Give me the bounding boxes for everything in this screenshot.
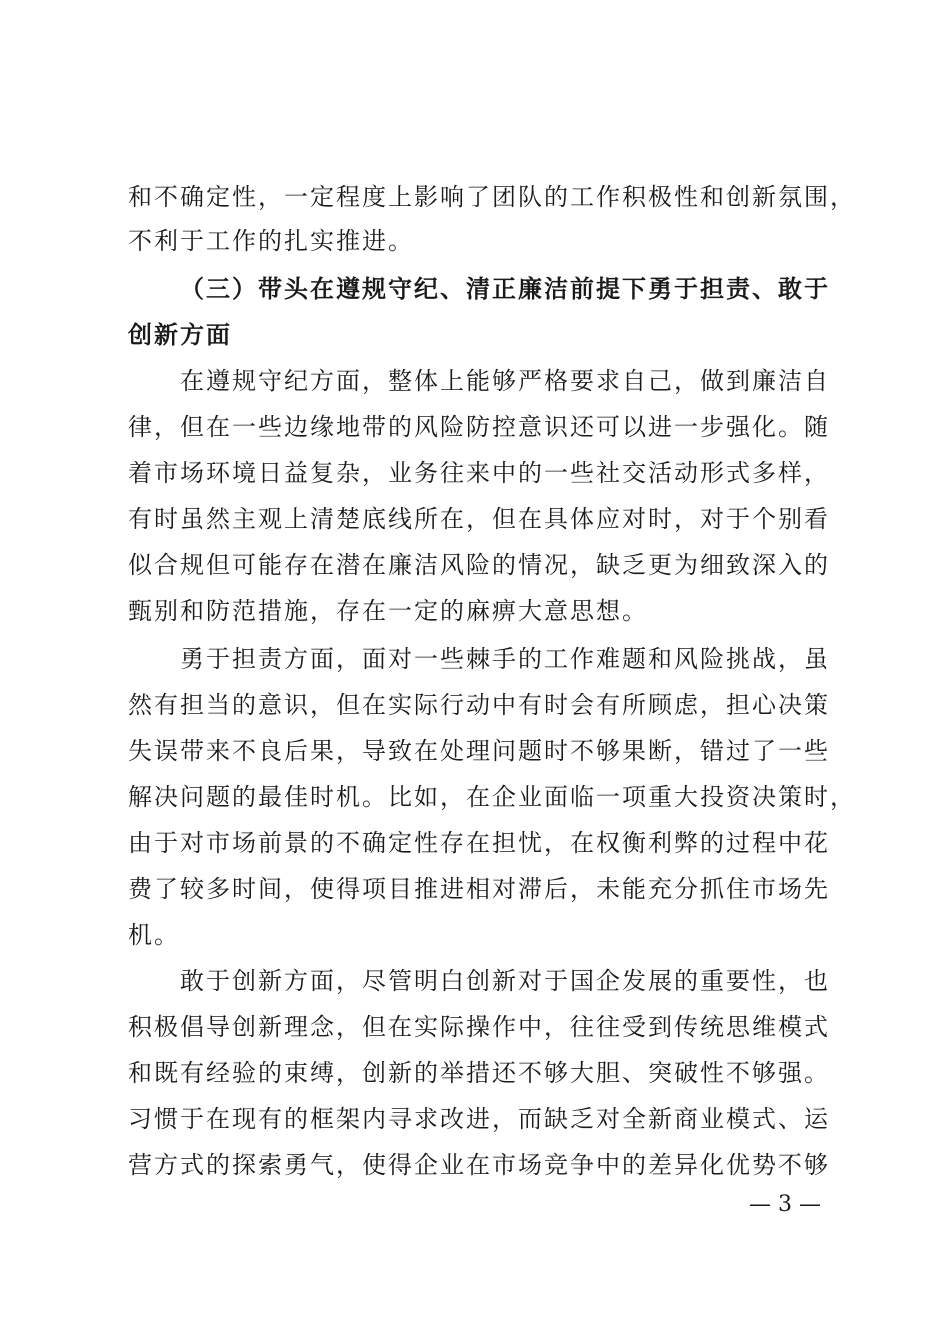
- page-number: — 3 —: [749, 1192, 821, 1217]
- text-line: 机。: [128, 921, 180, 949]
- text-line: 然有担当的意识，但在实际行动中有时会有所顾虑，担心决策: [128, 691, 830, 719]
- text-line-continuation-end: 不利于工作的扎实推进。: [128, 227, 414, 255]
- section-heading: （三）带头在遵规守纪、清正廉洁前提下勇于担责、敢于: [180, 274, 830, 303]
- text-line: 和既有经验的束缚，创新的举措还不够大胆、突破性不够强。: [128, 1059, 830, 1087]
- text-line: 律，但在一些边缘地带的风险防控意识还可以进一步强化。随: [128, 413, 830, 441]
- paragraph-innovation: 敢于创新方面，尽管明白创新对于国企发展的重要性，也: [180, 967, 830, 995]
- text-line: 由于对市场前景的不确定性存在担忧，在权衡利弊的过程中花: [128, 829, 830, 857]
- text-line: 似合规但可能存在潜在廉洁风险的情况，缺乏更为细致深入的: [128, 551, 830, 579]
- text-line: 积极倡导创新理念，但在实际操作中，往往受到传统思维模式: [128, 1013, 830, 1041]
- text-line: 解决问题的最佳时机。比如，在企业面临一项重大投资决策时，: [128, 783, 856, 811]
- section-heading-end: 创新方面: [128, 320, 232, 349]
- paragraph-compliance: 在遵规守纪方面，整体上能够严格要求自己，做到廉洁自: [180, 367, 830, 395]
- text-line: 营方式的探索勇气，使得企业在市场竞争中的差异化优势不够: [128, 1151, 830, 1179]
- text-line: 习惯于在现有的框架内寻求改进，而缺乏对全新商业模式、运: [128, 1105, 830, 1133]
- paragraph-responsibility: 勇于担责方面，面对一些棘手的工作难题和风险挑战，虽: [180, 645, 830, 673]
- text-line: 着市场环境日益复杂，业务往来中的一些社交活动形式多样，: [128, 459, 830, 487]
- text-line: 费了较多时间，使得项目推进相对滞后，未能充分抓住市场先: [128, 875, 830, 903]
- text-line-continuation: 和不确定性，一定程度上影响了团队的工作积极性和创新氛围，: [128, 183, 856, 211]
- text-line: 甄别和防范措施，存在一定的麻痹大意思想。: [128, 597, 648, 625]
- text-line: 有时虽然主观上清楚底线所在，但在具体应对时，对于个别看: [128, 505, 830, 533]
- text-line: 失误带来不良后果，导致在处理问题时不够果断，错过了一些: [128, 737, 830, 765]
